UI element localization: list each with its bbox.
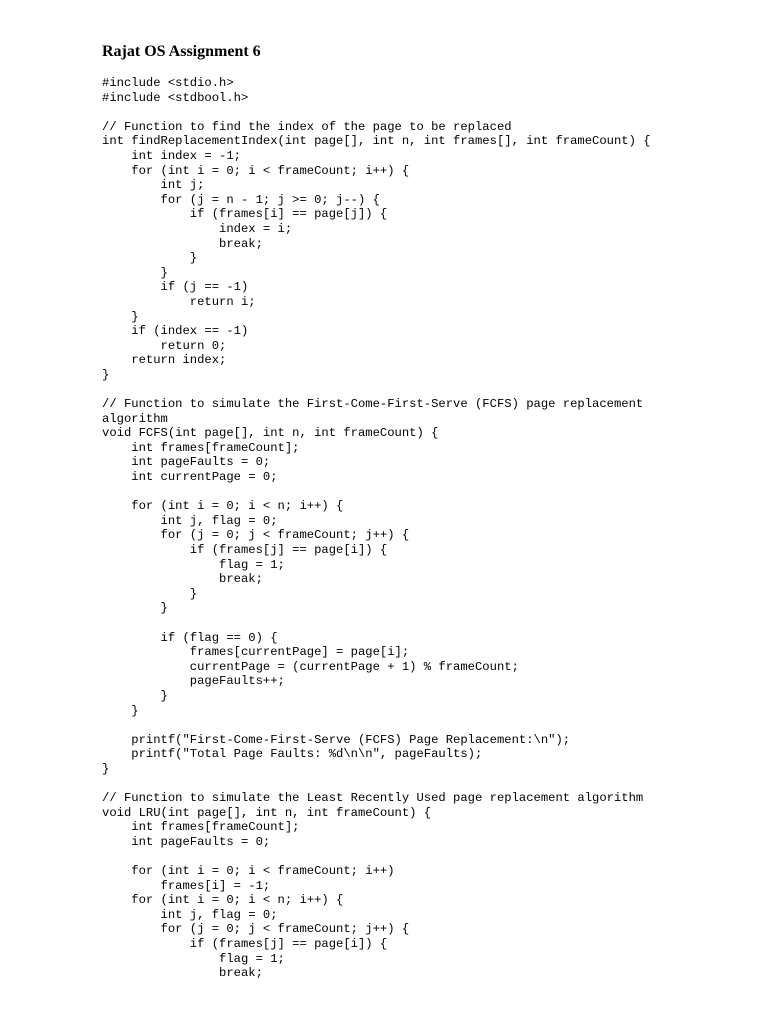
code-line: frames[i] = -1; (102, 878, 271, 893)
code-line: break; (102, 572, 263, 587)
code-line: return i; (102, 294, 256, 309)
code-line: } (102, 586, 198, 601)
code-line: return index; (102, 353, 227, 368)
code-line: void LRU(int page[], int n, int frameCount) { (102, 805, 432, 820)
code-line (102, 849, 742, 864)
code-line (102, 485, 742, 500)
code-line: // Function to simulate the Least Recently Used page replacement algorithm (102, 791, 644, 806)
code-listing (102, 76, 742, 981)
code-line: int currentPage = 0; (102, 470, 278, 485)
code-line: printf("Total Page Faults: %d\n\n", pageFaults); (102, 747, 483, 762)
code-line: int frames[frameCount]; (102, 820, 300, 835)
code-line: currentPage = (currentPage + 1) % frameCount; (102, 659, 519, 674)
code-line: for (int i = 0; i < n; i++) { (102, 499, 344, 514)
code-line: if (flag == 0) { (102, 630, 278, 645)
code-line: for (int i = 0; i < n; i++) { (102, 893, 344, 908)
code-line: void FCFS(int page[], int n, int frameCount) { (102, 426, 439, 441)
code-line: return 0; (102, 338, 227, 353)
code-line: int pageFaults = 0; (102, 455, 271, 470)
code-line: pageFaults++; (102, 674, 285, 689)
code-line: int j; (102, 178, 205, 193)
code-line: if (frames[j] == page[i]) { (102, 543, 388, 557)
code-line: // Function to find the index of the page to be replaced (102, 119, 512, 134)
code-line: } (102, 251, 198, 266)
code-line: printf("First-Come-First-Serve (FCFS) Page Replacement:\n"); (102, 732, 571, 747)
code-line: for (int i = 0; i < frameCount; i++) (102, 864, 395, 879)
code-line: for (j = n - 1; j >= 0; j--) { (102, 192, 380, 207)
code-line (102, 777, 742, 792)
code-line: if (frames[i] == page[j]) { (102, 207, 388, 222)
code-line: for (j = 0; j < frameCount; j++) { (102, 922, 410, 937)
code-line (102, 616, 742, 631)
code-line: if (j == -1) (102, 280, 249, 295)
code-line: break; (102, 966, 263, 981)
code-line: index = i; (102, 221, 293, 236)
document-title: Rajat OS Assignment 6 (102, 43, 261, 60)
code-line: if (frames[j] == page[i]) { (102, 937, 388, 952)
code-line: int index = -1; (102, 148, 241, 163)
code-line: algorithm (102, 411, 168, 426)
code-line: } (102, 367, 110, 382)
code-line: int frames[frameCount]; (102, 440, 300, 455)
code-line: int j, flag = 0; (102, 513, 278, 528)
code-line: } (102, 761, 110, 776)
code-line: if (index == -1) (102, 324, 249, 339)
code-line (102, 382, 742, 397)
code-line: // Function to simulate the First-Come-First-Serve (FCFS) page replacement (102, 397, 644, 412)
code-line: #include <stdbool.h> (102, 90, 249, 105)
code-line: for (j = 0; j < frameCount; j++) { (102, 528, 410, 543)
code-line: flag = 1; (102, 557, 285, 572)
code-line: flag = 1; (102, 951, 285, 966)
code-line: int findReplacementIndex(int page[], int n, int frames[], int frameCount) { (102, 134, 651, 149)
code-line: } (102, 688, 168, 703)
code-line (102, 718, 742, 733)
code-line: int pageFaults = 0; (102, 834, 271, 849)
code-line (102, 105, 742, 120)
code-line: frames[currentPage] = page[i]; (102, 645, 410, 660)
code-line: } (102, 703, 139, 718)
code-line: break; (102, 236, 263, 251)
code-line: } (102, 601, 168, 616)
code-line: for (int i = 0; i < frameCount; i++) { (102, 163, 410, 178)
code-line: #include <stdio.h> (102, 76, 234, 90)
code-line: } (102, 265, 168, 280)
code-line: } (102, 309, 139, 324)
code-line: int j, flag = 0; (102, 907, 278, 922)
